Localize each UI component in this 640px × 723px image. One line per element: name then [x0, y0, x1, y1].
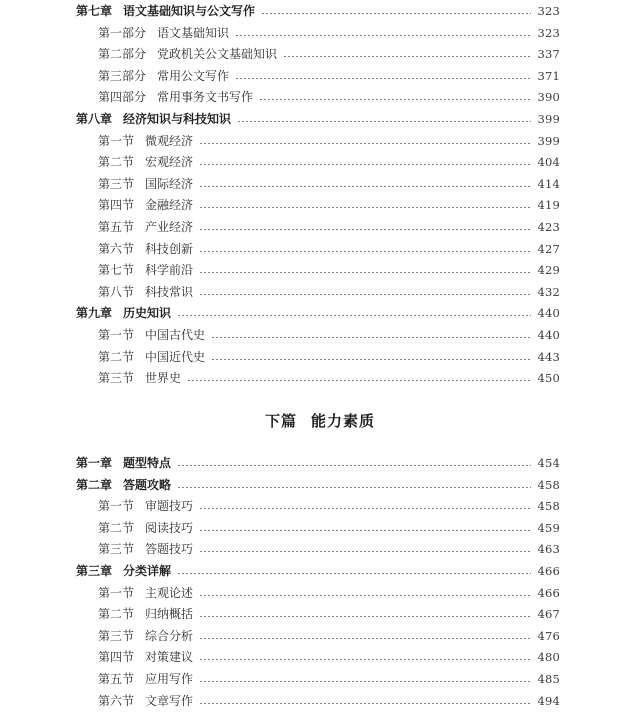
toc-entry-title: 分类详解 — [123, 564, 172, 578]
dot-leader — [177, 487, 531, 488]
toc-page-number: 450 — [537, 371, 560, 386]
toc-entry-title: 宏观经济 — [145, 155, 194, 170]
dot-leader — [199, 530, 531, 531]
dot-leader — [199, 703, 531, 704]
toc-section-row — [0, 174, 560, 195]
dot-leader — [283, 56, 531, 57]
toc-section-row — [0, 347, 560, 368]
toc-entry-title: 文章写作 — [145, 693, 194, 708]
toc-page-number: 466 — [537, 564, 560, 578]
toc-entry-title: 答题攻略 — [123, 477, 172, 492]
toc-page-number: 459 — [537, 520, 560, 535]
dot-leader — [199, 659, 531, 660]
dot-leader — [199, 251, 531, 252]
toc-section-row — [0, 44, 560, 65]
toc-page-number: 458 — [537, 499, 560, 514]
toc-entry-title: 产业经济 — [145, 220, 194, 234]
dot-leader — [199, 143, 531, 144]
toc-entry-title: 科学前沿 — [145, 263, 194, 278]
dot-leader — [199, 272, 531, 273]
dot-leader — [261, 13, 531, 14]
toc-entry-number: 第三章 — [76, 564, 113, 578]
toc-page-number: 476 — [537, 628, 560, 643]
toc-entry-title: 常用公文写作 — [157, 68, 230, 83]
dot-leader — [237, 121, 531, 122]
dot-leader — [259, 99, 531, 100]
toc-section-row — [0, 282, 560, 303]
toc-entry-title: 历史知识 — [123, 306, 172, 321]
dot-leader — [199, 229, 531, 230]
toc-entry-number: 第一部分 — [98, 25, 147, 40]
toc-entry-number: 第三节 — [98, 542, 135, 557]
toc-entry-title: 对策建议 — [145, 650, 194, 665]
toc-page-number: 414 — [537, 176, 560, 191]
dot-leader — [235, 78, 531, 79]
toc-entry-title: 常用事务文书写作 — [157, 90, 254, 105]
toc-entry-title: 语文基础知识 — [157, 25, 230, 40]
toc-page-number: 337 — [537, 47, 560, 62]
toc-section-row — [0, 217, 560, 238]
toc-entry-number: 第七章 — [76, 4, 113, 18]
toc-section-row — [0, 87, 560, 108]
toc-page-number: 404 — [537, 155, 560, 170]
toc-entry-number: 第一节 — [98, 499, 135, 514]
toc-entry-number: 第八章 — [76, 112, 113, 126]
dot-leader — [211, 359, 531, 360]
toc-entry-number: 第四节 — [98, 198, 135, 213]
toc-entry-title: 中国近代史 — [145, 349, 206, 364]
toc-entry-number: 第一节 — [98, 133, 135, 148]
toc-page-number: 323 — [537, 4, 560, 18]
dot-leader — [177, 465, 531, 466]
toc-chapter-row — [0, 109, 560, 130]
toc-chapter-row — [0, 475, 560, 496]
dot-leader — [199, 681, 531, 682]
toc-entry-number: 第五节 — [98, 672, 135, 686]
toc-section-row — [0, 669, 560, 690]
toc-entry-number: 第一节 — [98, 585, 135, 600]
toc-section-row — [0, 691, 560, 712]
toc-section-row — [0, 518, 560, 539]
dot-leader — [199, 595, 531, 596]
toc-entry-title: 科技创新 — [145, 241, 194, 256]
dot-leader — [199, 616, 531, 617]
toc-section-row — [0, 195, 560, 216]
toc-page-number: 466 — [537, 585, 560, 600]
toc-chapter-row — [0, 1, 560, 22]
toc-section-row — [0, 260, 560, 281]
toc-entry-number: 第三节 — [98, 371, 135, 386]
toc-entry-title: 应用写作 — [145, 672, 194, 686]
toc-page-number: 440 — [537, 306, 560, 321]
toc-entry-title: 中国古代史 — [145, 328, 206, 342]
toc-entry-number: 第六节 — [98, 693, 135, 708]
toc-page-number: 399 — [537, 112, 560, 126]
toc-entry-number: 第三节 — [98, 176, 135, 191]
toc-section-row — [0, 604, 560, 625]
toc-entry-title: 综合分析 — [145, 628, 194, 643]
dot-leader — [177, 573, 531, 574]
toc-entry-title: 经济知识与科技知识 — [123, 112, 232, 126]
toc-entry-number: 第八节 — [98, 284, 135, 299]
toc-entry-title: 主观论述 — [145, 585, 194, 600]
toc-entry-title: 语文基础知识与公文写作 — [123, 4, 256, 18]
dot-leader — [199, 207, 531, 208]
part-heading-label: 下篇 — [264, 412, 297, 430]
dot-leader — [199, 638, 531, 639]
toc-entry-number: 第九章 — [76, 306, 113, 321]
dot-leader — [177, 315, 531, 316]
dot-leader — [199, 551, 531, 552]
dot-leader — [199, 164, 531, 165]
toc-entry-number: 第三节 — [98, 628, 135, 643]
toc-entry-number: 第五节 — [98, 220, 135, 234]
toc-page-number: 390 — [537, 90, 560, 105]
toc-chapter-row — [0, 561, 560, 582]
toc-page-number: 443 — [537, 349, 560, 364]
toc-page-number: 371 — [537, 68, 560, 83]
dot-leader — [211, 337, 531, 338]
toc-section-row — [0, 496, 560, 517]
toc-section-row — [0, 239, 560, 260]
toc-page-number: 480 — [537, 650, 560, 665]
toc-entry-title: 归纳概括 — [145, 607, 194, 622]
toc-entry-title: 微观经济 — [145, 133, 194, 148]
toc-section-row — [0, 131, 560, 152]
toc-entry-title: 题型特点 — [123, 456, 172, 470]
part-heading — [0, 410, 640, 431]
toc-page-number: 467 — [537, 607, 560, 622]
toc-page-number: 429 — [537, 263, 560, 278]
dot-leader — [199, 294, 531, 295]
toc-entry-title: 科技常识 — [145, 284, 194, 299]
toc-page-number: 440 — [537, 328, 560, 342]
toc-entry-number: 第六节 — [98, 241, 135, 256]
dot-leader — [235, 35, 531, 36]
toc-entry-title: 党政机关公文基础知识 — [157, 47, 278, 62]
toc-chapter-row — [0, 303, 560, 324]
toc-page-number: 458 — [537, 477, 560, 492]
toc-entry-number: 第四部分 — [98, 90, 147, 105]
dot-leader — [187, 380, 531, 381]
toc-entry-title: 审题技巧 — [145, 499, 194, 514]
toc-section-row — [0, 647, 560, 668]
toc-entry-number: 第二章 — [76, 477, 113, 492]
toc-page-number: 423 — [537, 220, 560, 234]
dot-leader — [199, 508, 531, 509]
toc-page-number: 432 — [537, 284, 560, 299]
toc-chapter-row — [0, 453, 560, 474]
toc-page-number: 494 — [537, 693, 560, 708]
toc-section-row — [0, 23, 560, 44]
toc-entry-number: 第二部分 — [98, 47, 147, 62]
toc-entry-number: 第三部分 — [98, 68, 147, 83]
toc-page-number: 399 — [537, 133, 560, 148]
toc-entry-title: 阅读技巧 — [145, 520, 194, 535]
toc-page-number: 454 — [537, 456, 560, 470]
toc-section-row — [0, 152, 560, 173]
toc-section-row — [0, 66, 560, 87]
toc-entry-title: 答题技巧 — [145, 542, 194, 557]
toc-entry-number: 第二节 — [98, 520, 135, 535]
toc-section-row — [0, 626, 560, 647]
part-heading-name: 能力素质 — [311, 412, 376, 430]
toc-section-row — [0, 583, 560, 604]
toc-entry-number: 第二节 — [98, 155, 135, 170]
toc-entry-number: 第一章 — [76, 456, 113, 470]
toc-entry-number: 第七节 — [98, 263, 135, 278]
toc-page-number: 485 — [537, 672, 560, 686]
toc-page-number: 323 — [537, 25, 560, 40]
toc-section-row — [0, 325, 560, 346]
toc-entry-title: 世界史 — [145, 371, 182, 386]
toc-entry-number: 第二节 — [98, 349, 135, 364]
toc-entry-number: 第一节 — [98, 328, 135, 342]
toc-section-row — [0, 539, 560, 560]
toc-entry-number: 第四节 — [98, 650, 135, 665]
toc-entry-title: 国际经济 — [145, 176, 194, 191]
toc-page-number: 463 — [537, 542, 560, 557]
toc-entry-number: 第二节 — [98, 607, 135, 622]
toc-page-number: 427 — [537, 241, 560, 256]
toc-page-number: 419 — [537, 198, 560, 213]
toc-entry-title: 金融经济 — [145, 198, 194, 213]
toc-section-row — [0, 368, 560, 389]
dot-leader — [199, 186, 531, 187]
